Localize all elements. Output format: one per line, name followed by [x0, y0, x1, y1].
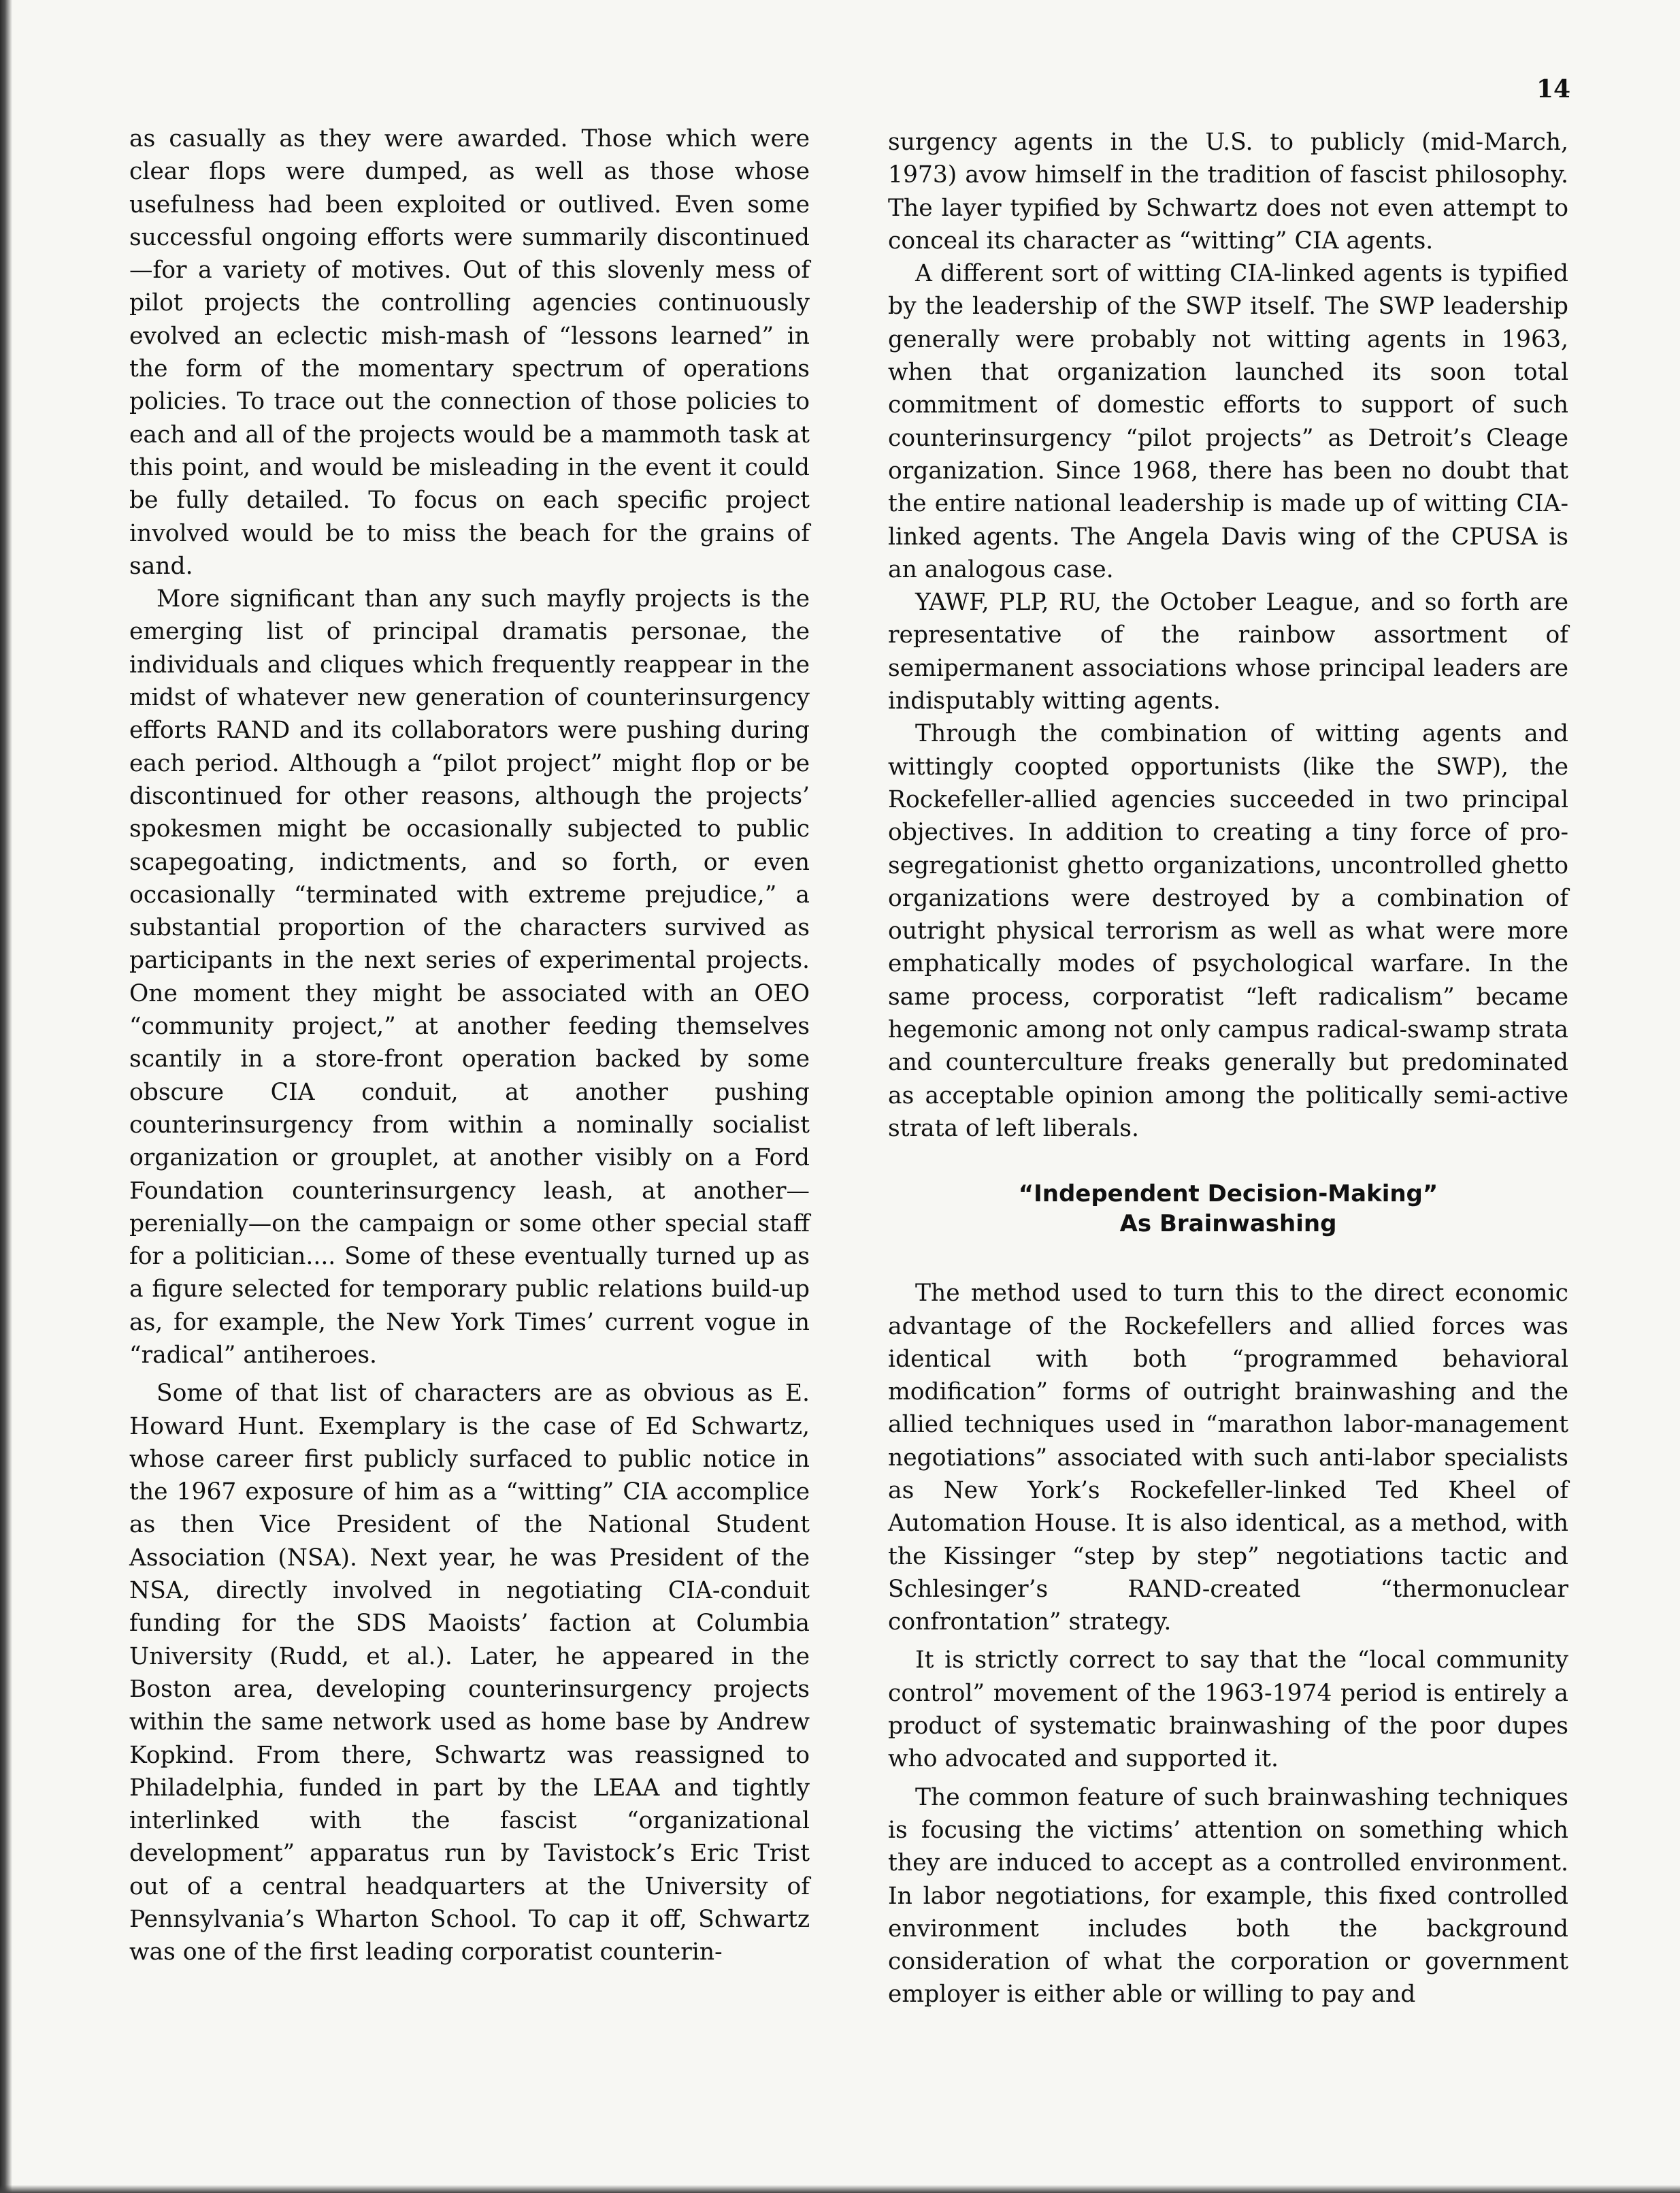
paragraph: Through the combination of witting agents and wittingly coopted opportunists (like the SWP), the Rockefeller-allied agencies succeeded in two principal objectives. In addition to creating a tiny force of pro-segregationist ghetto organizations, uncontrolled ghetto organizations were destroyed by a combination of outright physical terrorism as well as what were more emphatically modes of psychological warfare. In the same process, corporatist “left radicalism” became hegemonic among not only campus radical-swamp strata and counterculture freaks generally but predominated as acceptable opinion among the politically semi-active strata of left liberals. — [888, 720, 1568, 1142]
paragraph: A different sort of witting CIA-linked agents is typified by the leadership of the SWP itself. The SWP leadership generally were probably not witting agents in 1963, when that organization launched its soon total commitment of domestic efforts to support of such counterinsurgency “pilot projects” as Detroit’s Cleage organization. Since 1968, there has been no doubt that the entire national leadership is made up of witting CIA-linked agents. The Angela Davis wing of the CPUSA is an analogous case. — [888, 260, 1568, 583]
right-column — [888, 126, 1568, 2011]
paragraph: surgency agents in the U.S. to publicly (mid-March, 1973) avow himself in the tradition of fascist philosophy. The layer typified by Schwartz does not even attempt to conceal its character as “witting” CIA agents. — [888, 129, 1568, 255]
section-heading-line: As Brainwashing — [1119, 1210, 1337, 1238]
paragraph: More significant than any such mayfly projects is the emerging list of principal dramatis personae, the individuals and cliques which frequently reappear in the midst of whatever new generation of counterinsurgency efforts RAND and its collaborators were pushing during each period. Although a “pilot project” might flop or be discontinued for other reasons, although the projects’ spokesmen might be occasionally subjected to public scapegoating, indictments, and so forth, or even occasionally “terminated with extreme prejudice,” a substantial proportion of the characters survived as participants in the next series of experimental projects. One moment they might be associated with an OEO “community project,” at another feeding themselves scantily in a store-front operation backed by some obscure CIA conduit, at another pushing counterinsurgency from within a nominally socialist organization or grouplet, at another visibly on a Ford Foundation counterinsurgency leash, at another—perenially—on the campaign or some other special staff for a politician.... Some of these eventually turned up as a figure selected for temporary public relations build-up as, for example, the New York Times’ current vogue in “radical” antiheroes. — [129, 585, 810, 1369]
scan-bottom-shadow — [0, 2185, 1680, 2193]
paragraph: Some of that list of characters are as obvious as E. Howard Hunt. Exemplary is the case of Ed Schwartz, whose career first publicly surfaced to public notice in the 1967 exposure of him as a “witting” CIA accomplice as then Vice President of the National Student Association (NSA). Next year, he was President of the NSA, directly involved in negotiating CIA-conduit funding for the SDS Maoists’ faction at Columbia University (Rudd, et al.). Later, he appeared in the Boston area, developing counterinsurgency projects within the same network used as home base by Andrew Kopkind. From there, Schwartz was reassigned to Philadelphia, funded in part by the LEAA and tightly interlinked with the fascist “organizational development” apparatus run by Tavistock’s Eric Trist out of a central headquarters at the University of Pennsylvania’s Wharton School. To cap it off, Schwartz was one of the first leading corporatist counterin- — [129, 1380, 810, 1966]
page-number: 14 — [1536, 75, 1571, 103]
paragraph: It is strictly correct to say that the “local community control” movement of the 1963-1974 period is entirely a product of systematic brainwashing of the poor dupes who advocated and supported it. — [888, 1646, 1568, 1773]
left-column — [129, 123, 810, 1969]
paragraph: as casually as they were awarded. Those which were clear flops were dumped, as well as those whose usefulness had been exploited or outlived. Even some successful ongoing efforts were summarily discontinued—for a variety of motives. Out of this slovenly mess of pilot projects the controlling agencies continuously evolved an eclectic mish-mash of “lessons learned” in the form of the momentary spectrum of operations policies. To trace out the connection of those policies to each and all of the projects would be a mammoth task at this point, and would be misleading in the event it could be fully detailed. To focus on each specific project involved would be to miss the beach for the grains of sand. — [129, 125, 810, 580]
section-heading — [888, 1179, 1568, 1239]
section-heading-line: “Independent Decision-Making” — [1018, 1180, 1438, 1208]
paragraph: The common feature of such brainwashing techniques is focusing the victims’ attention on something which they are induced to accept as a controlled environment. In labor negotiations, for example, this fixed controlled environment includes both the background consideration of what the corporation or government employer is either able or willing to pay and — [888, 1783, 1568, 2009]
paragraph: YAWF, PLP, RU, the October League, and so forth are representative of the rainbow assortment of semipermanent associations whose principal leaders are indisputably witting agents. — [888, 589, 1568, 715]
paragraph: The method used to turn this to the direct economic advantage of the Rockefellers and allied forces was identical with both “programmed behavioral modification” forms of outright brainwashing and the allied techniques used in “marathon labor-management negotiations” associated with such anti-labor specialists as New York’s Rockefeller-linked Ted Kheel of Automation House. It is also identical, as a method, with the Kissinger “step by step” negotiations tactic and Schlesinger’s RAND-created “thermonuclear confrontation” strategy. — [888, 1280, 1568, 1636]
scan-edge-shadow — [0, 0, 12, 2193]
